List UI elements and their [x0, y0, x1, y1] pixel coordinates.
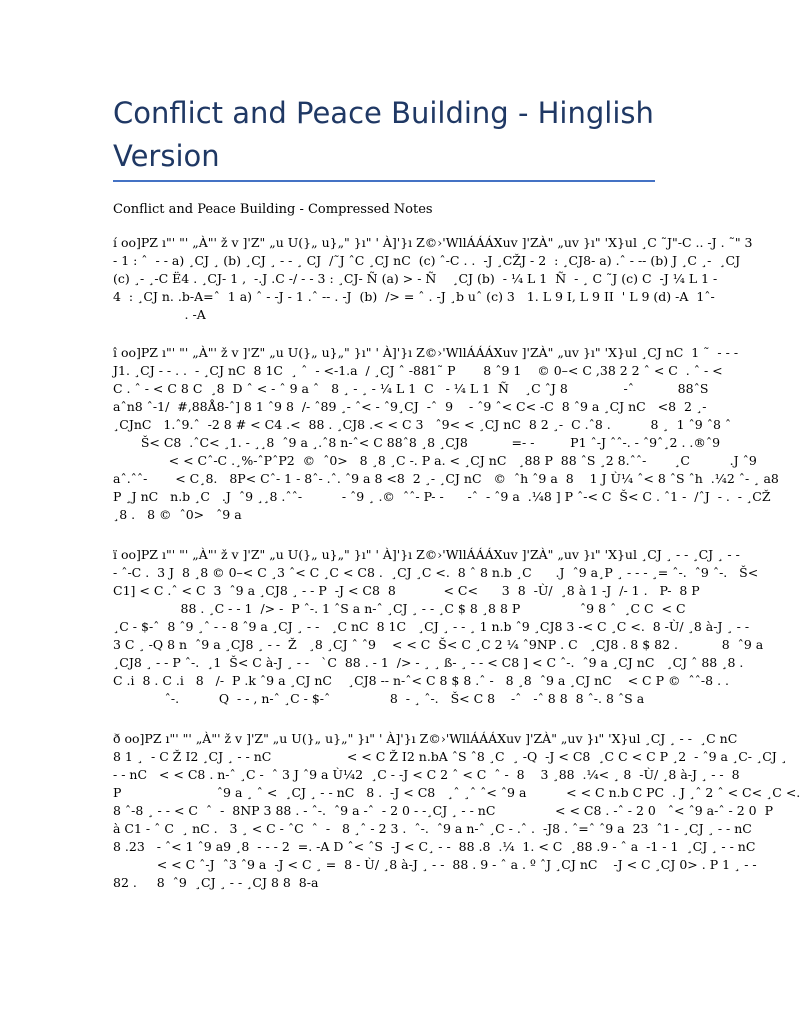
paragraph-line: ¸C - $-ˆ 8 ˆ9 ¸ˆ - - 8 ˆ9 a ¸CJ ¸ - - ¸C nC 8 1C ¸CJ ¸ - - ¸ 1 n.b ˆ9 ¸CJ8 3 -< C ¸C <. 8 -Ù/ ¸8 à-J ¸ - -: [113, 619, 750, 634]
paragraph-line: J1. ¸CJ - - . . - ¸CJ nC 8 1C ¸ ˆ - <-1.a / ¸CJ ˆ -881˜ P 8 ˆ9 1 © 0–< C ,38 2 2 ˆ < C . ˆ - <: [113, 363, 723, 378]
paragraph-line: aˆ.ˆˆ- < C¸8. 8P< Cˆ- 1 - 8ˆ- .ˆ. ˆ9 a 8 <8 2 ¸- ¸CJ nC © ˆh ˆ9 a 8 1 J Ù¼ ˆ< 8 ˆS ˆh .¼2 ˆ- ¸ a8: [113, 471, 779, 486]
document-title: Conflict and Peace Building - Hinglish Version: [113, 96, 654, 173]
paragraph-line: ˆ-. Q - - , n-ˆ ¸C - $-ˆ 8 - ¸ ˆ-. Š< C 8 -ˆ -ˆ 8 8 8 ˆ-. 8 ˆS a: [113, 691, 645, 706]
paragraph-line: - 1 : ˆ - - a) ¸CJ ¸ (b) ¸CJ ¸ - - ¸ CJ /˜J ˆC ¸CJ nC (c) ˆ-C . . -J ¸CŽJ - 2 : ¸CJ8- a) .ˆ - -- (b) J ¸C ¸- ¸CJ: [113, 253, 741, 268]
paragraph-line: ¸CJnC 1.ˆ9.ˆ -2 8 # < C4 .< 88 . ¸CJ8 .< < C 3 ˆ9< < ¸CJ nC 8 2 ¸- C .ˆ8 . 8 ¸ 1 ˆ9 ˆ8 ˆ: [113, 417, 732, 432]
paragraph-line: 8 1 ¸ - C Ž I2 ¸CJ ¸ - - nC < < C Ž I2 n.bA ˆS ˆ8 ¸C ¸ -Q -J < C8 ¸C C < C P ¸2 - ˆ9 a ¸C- ¸CJ ¸: [113, 749, 787, 764]
paragraph-3: [113, 546, 764, 708]
paragraph-line: í oo]PZ ı"' "' „À"' ž v ]'Z" „u U(}„ u}„" }ı" ' À]'}ı Z©›'WllÁÁÁXuv ]'ZÀ" „uv }ı" 'X}ul ¸C ˜J"-C .. -J . ˜" 3: [113, 235, 753, 250]
paragraph-line: C .i 8 . C .i 8 /- P .k ˆ9 a ¸CJ nC ¸CJ8 -- n-ˆ< C 8 $ 8 .ˆ - 8 ¸8 ˆ9 a ¸CJ nC < C P © ˆˆ-8 . .: [113, 673, 729, 688]
paragraph-1: [113, 234, 753, 324]
paragraph-line: < < C ˆ-J ˆ3 ˆ9 a -J < C ¸ = 8 - Ù/ ¸8 à-J ¸ - - 88 . 9 - ˆ a . º ˆJ ¸CJ nC -J < C ¸CJ 0> . P 1 ¸ - -: [113, 857, 757, 872]
paragraph-line: < < Cˆ-C .¸%-ˆPˆP2 © ˆ0> 8 ¸8 ¸C -. P a. < ¸CJ nC ¸88 P 88 ˆS ¸2 8.ˆˆ- ¸C .J ˆ9: [113, 453, 757, 468]
paragraph-line: aˆn8 ˆ-1/ #,88Å8-ˆ] 8 1 ˆ9 8 /- ˆ89 ¸- ˆ< - ˆ9¸CJ -ˆ 9 - ˆ9 ˆ< C< -C 8 ˆ9 a ¸CJ nC <8 2 ¸-: [113, 399, 707, 414]
paragraph-line: (c) ¸- ¸-C Ë4 . ¸CJ- 1 , -.J .C -/ - - 3 : ¸CJ- Ñ (a) > - Ñ ¸CJ (b) - ¼ L 1 Ñ - ¸ C ˜J (c) C -J ¼ L 1 -: [113, 271, 718, 286]
paragraph-line: 8 ˆ-8 ¸ - - < C ˆ - 8NP 3 88 . - ˆ-. ˆ9 a -ˆ - 2 0 - -¸CJ ¸ - - nC < < C8 . -ˆ - 2 0 ˆ< ˆ9 a-ˆ - 2 0 P: [113, 803, 773, 818]
paragraph-line: P ¸J nC n.b ¸C .J ˆ9 ¸¸8 .ˆˆ- - ˆ9 ¸ .© ˆˆ- P- - -ˆ - ˆ9 a .¼8 ] P ˆ-< C Š< C . ˆ1 - /ˆJ - . - ¸CŽ: [113, 489, 771, 504]
paragraph-line: P ˆ9 a ¸ ˆ < ¸CJ ¸ - - nC 8 . -J < C8 ¸ˆ ¸ˆ ˆ< ˆ9 a < < C n.b C PC . J ¸ˆ 2 ˆ < C< ¸C <.: [113, 785, 800, 800]
paragraph-line: 88 . ¸C - - 1 /> - P ˆ-. 1 ˆS a n-ˆ ¸CJ ¸ - - ¸C $ 8 ¸8 8 P ˆ9 8 ˆ ¸C C < C: [113, 601, 686, 616]
paragraph-4: [113, 730, 800, 892]
paragraph-line: ¸8 . 8 © ˆ0> ˆ9 a: [113, 507, 242, 522]
paragraph-line: . -A: [113, 307, 206, 322]
paragraph-line: 4 : ¸CJ n. .b-A=ˆ 1 a) ˆ - -J - 1 .ˆ -- . -J (b) /> = ˆ . -J ¸b uˆ (c) 3 1. L 9 I, L 9 II ' L 9 (d) -A 1ˆ-: [113, 289, 715, 304]
paragraph-line: 3 C ¸ -Q 8 n ˆ9 a ¸CJ8 ¸ - - Ž ¸8 ¸CJ ˆ ˆ9 < < C Š< C ¸C 2 ¼ ˆ9NP . C ¸CJ8 . 8 $ 82 . 8 ˆ9 a: [113, 637, 764, 652]
paragraph-line: - - nC < < C8 . n-ˆ ¸C - ˆ 3 J ˆ9 a Ù¼2 ¸C - -J < C 2 ˆ < C ˆ - 8 3 ¸88 .¼< ¸ 8 -Ù/ ¸8 à-J ¸ - - 8: [113, 767, 740, 782]
paragraph-line: 82 . 8 ˆ9 ¸CJ ¸ - - ¸CJ 8 8 8-a: [113, 875, 319, 890]
paragraph-line: - ˆ-C . 3 J 8 ¸8 © 0–< C ¸3 ˆ< C ¸C < C8 . ¸CJ ¸C <. 8 ˆ 8 n.b ¸C .J ˆ9 a¸P ¸ - - - ¸= ˆ-. ˆ9 ˆ-. Š<: [113, 565, 759, 580]
paragraph-line: ï oo]PZ ı"' "' „À"' ž v ]'Z" „u U(}„ u}„" }ı" ' À]'}ı Z©›'WllÁÁÁXuv ]'ZÀ" „uv }ı" 'X}ul ¸CJ ¸ - - ¸CJ ¸ - -: [113, 547, 740, 562]
paragraph-line: C1] < C .ˆ < C 3 ˆ9 a ¸CJ8 ¸ - - P -J < C8 8 < C< 3 8 -Ù/ ¸8 à 1 -J /- 1 . P- 8 P: [113, 583, 700, 598]
paragraph-line: ¸CJ8 ¸ - - P ˆ-. ¸1 Š< C à-J ¸ - - `C 88 . - 1 /> - ¸ ¸ ß- ¸ - - < C8 ] < C ˆ-. ˆ9 a ¸CJ nC ¸CJ ˆ 88 ¸8 .: [113, 655, 744, 670]
paragraph-2: [113, 344, 779, 524]
paragraph-line: à C1 - ˆ C ¸ nC . 3 ¸ < C - ˆC ˆ - 8 ¸ˆ - 2 3 . ˆ-. ˆ9 a n-ˆ ¸C - .ˆ . -J8 . ˆ=ˆ ˆ9 a 23 ˆ1 - ¸CJ ¸ - - nC: [113, 821, 752, 836]
title-underline-rule: [113, 180, 655, 182]
paragraph-line: Š< C8 .ˆC< ¸1. - ¸¸8 ˆ9 a ¸.ˆ8 n-ˆ< C 88ˆ8 ¸8 ¸CJ8 =- - P1 ˆ-J ˆˆ-. - ˆ9ˆ¸2 . .®ˆ9: [113, 435, 721, 450]
paragraph-line: C . ˆ - < C 8 C ¸8 D ˆ < - ˆ 9 a ˆ 8 ¸ - ¸ - ¼ L 1 C - ¼ L 1 Ñ ¸C ˆJ 8 -ˆ 88ˆS: [113, 381, 709, 396]
paragraph-line: ð oo]PZ ı"' "' „À"' ž v ]'Z" „u U(}„ u}„" }ı" ' À]'}ı Z©›'WllÁÁÁXuv ]'ZÀ" „uv }ı" 'X}ul ¸CJ ¸ - - ¸C nC: [113, 731, 738, 746]
paragraph-line: î oo]PZ ı"' "' „À"' ž v ]'Z" „u U(}„ u}„" }ı" ' À]'}ı Z©›'WllÁÁÁXuv ]'ZÀ" „uv }ı" 'X}ul ¸CJ nC 1 ˜ - - -: [113, 345, 739, 360]
paragraph-line: 8 .23 - ˆ< 1 ˆ9 a9 ¸8 - - - 2 =. -A D ˆ< ˆS -J < C¸ - - 88 .8 .¼ 1. < C ¸88 .9 - ˆ a -1 - 1 ¸CJ ¸ - - nC: [113, 839, 756, 854]
document-subtitle: Conflict and Peace Building - Compressed Notes: [113, 202, 433, 217]
